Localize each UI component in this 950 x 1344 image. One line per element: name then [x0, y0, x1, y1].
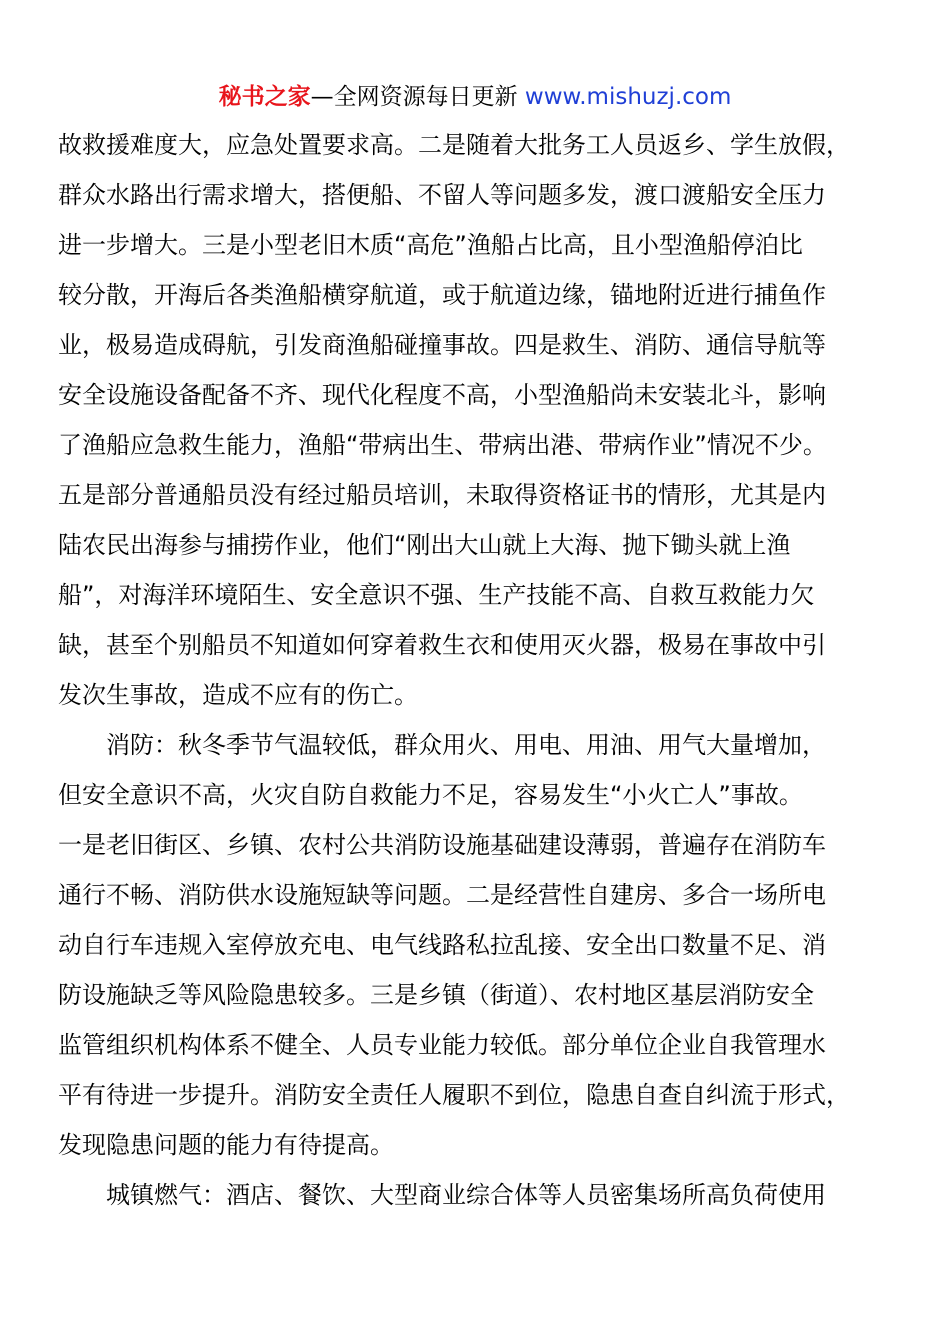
text-line: 了渔船应急救生能力，渔船“带病出生、带病出港、带病作业”情况不少。	[58, 431, 827, 459]
text-line: 监管组织机构体系不健全、人员专业能力较低。部分单位企业自我管理水	[58, 1031, 826, 1059]
header-tagline: —全网资源每日更新	[310, 84, 525, 110]
brand-name: 秘书之家	[218, 84, 311, 110]
text-line: 群众水路出行需求增大，搭便船、不留人等问题多发，渡口渡船安全压力	[58, 181, 826, 209]
text-line: 平有待进一步提升。消防安全责任人履职不到位，隐患自查自纠流于形式，	[58, 1081, 850, 1109]
paragraph-start-line: 城镇燃气：酒店、餐饮、大型商业综合体等人员密集场所高负荷使用	[106, 1181, 826, 1209]
text-line: 通行不畅、消防供水设施短缺等问题。二是经营性自建房、多合一场所电	[58, 881, 826, 909]
text-line: 发现隐患问题的能力有待提高。	[58, 1131, 394, 1159]
text-line: 动自行车违规入室停放充电、电气线路私拉乱接、安全出口数量不足、消	[58, 931, 826, 959]
text-line: 防设施缺乏等风险隐患较多。三是乡镇（街道）、农村地区基层消防安全	[58, 981, 814, 1009]
text-line: 发次生事故，造成不应有的伤亡。	[58, 681, 418, 709]
text-line: 陆农民出海参与捕捞作业，他们“刚出大山就上大海、抛下锄头就上渔	[58, 531, 791, 559]
text-line: 一是老旧街区、乡镇、农村公共消防设施基础建设薄弱，普遍存在消防车	[58, 831, 826, 859]
text-line: 较分散，开海后各类渔船横穿航道，或于航道边缘，锚地附近进行捕鱼作	[58, 281, 826, 309]
site-url: www.mishuzj.com	[524, 84, 732, 110]
text-line: 进一步增大。三是小型老旧木质“高危”渔船占比高，且小型渔船停泊比	[58, 231, 803, 259]
text-line: 故救援难度大，应急处置要求高。二是随着大批务工人员返乡、学生放假，	[58, 131, 850, 159]
text-line: 缺，甚至个别船员不知道如何穿着救生衣和使用灭火器，极易在事故中引	[58, 631, 826, 659]
text-line: 业，极易造成碍航，引发商渔船碰撞事故。四是救生、消防、通信导航等	[58, 331, 826, 359]
text-line: 船”，对海洋环境陌生、安全意识不强、生产技能不高、自救互救能力欠	[58, 581, 815, 609]
text-line: 五是部分普通船员没有经过船员培训，未取得资格证书的情形，尤其是内	[58, 481, 826, 509]
text-line: 安全设施设备配备不齐、现代化程度不高，小型渔船尚未安装北斗，影响	[58, 381, 826, 409]
paragraph-start-line: 消防：秋冬季节气温较低，群众用火、用电、用油、用气大量增加，	[106, 731, 826, 759]
text-line: 但安全意识不高，火灾自防自救能力不足，容易发生“小火亡人”事故。	[58, 781, 803, 809]
page-header	[0, 80, 950, 114]
